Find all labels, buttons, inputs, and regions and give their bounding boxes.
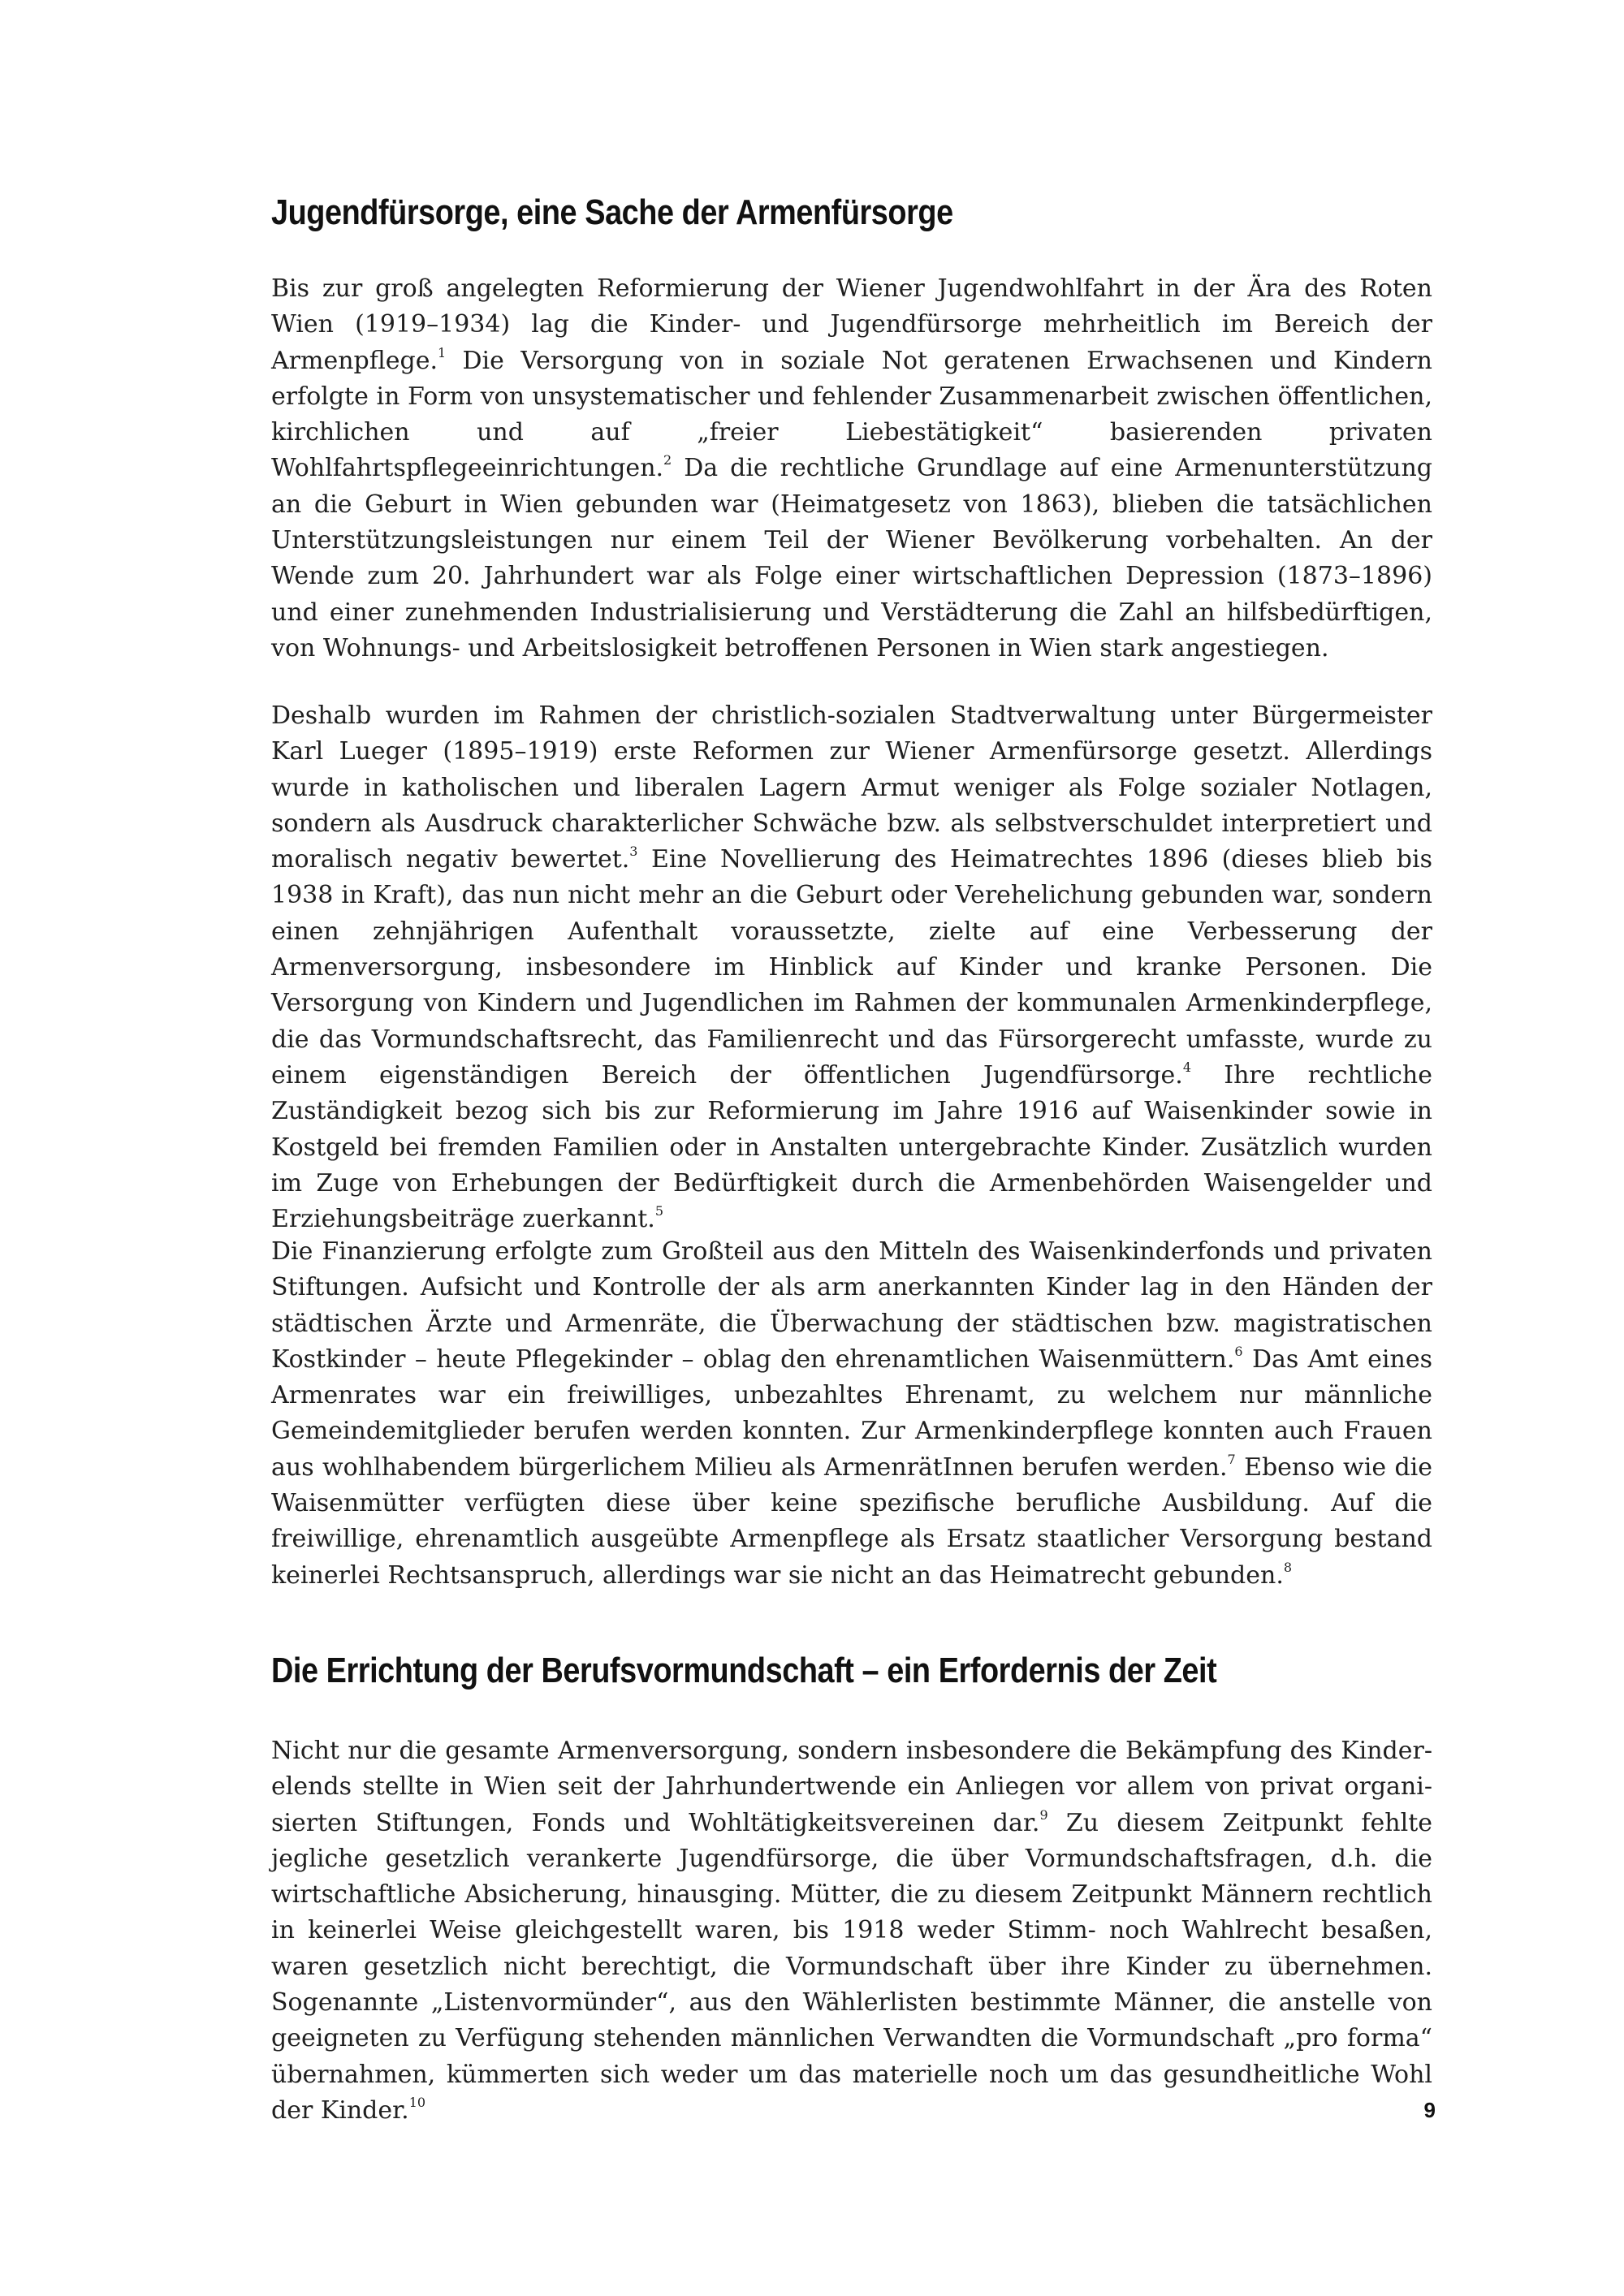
footnote-ref: 1 <box>438 344 447 360</box>
paragraph <box>271 698 1432 1237</box>
paragraph <box>271 1234 1432 1594</box>
paragraph-text: Das Amt eines Armenrates war ein freiwilliges, unbezahltes Ehrenamt, zu welchem nur männliche Gemeindemitglieder berufen werden konnten. Zur Armenkinderpflege konnten auch Frauen aus wohlhabendem bürgerlichem Milieu als ArmenrätInnen berufen werden. <box>271 1344 1432 1482</box>
footnote-ref: 2 <box>663 452 672 468</box>
footnote-ref: 4 <box>1182 1059 1192 1075</box>
paragraph-text: Ebenso wie die Waisenmütter verfügten diese über keine spezifische berufliche Ausbildung. Auf die freiwillige, ehrenamtlich ausgeübte Armenpflege als Ersatz staatlicher Versorgung bestand keinerlei Rechtsanspruch, allerdings war sie nicht an das Heimatrecht gebunden. <box>271 1452 1432 1590</box>
footnote-ref: 5 <box>654 1203 663 1219</box>
paragraph <box>271 1733 1432 2129</box>
paragraph-text: Bis zur groß angelegten Reformierung der Wiener Jugendwohlfahrt in der Ära des Roten Wien (1919–1934) lag die Kinder- und Jugendfürsorge mehrheitlich im Bereich der Armenpflege. <box>271 274 1432 375</box>
paragraph-text: Deshalb wurden im Rahmen der christlich-sozialen Stadtverwaltung unter Bürgermeister Karl Lueger (1895–1919) erste Reformen zur Wiener Armenfürsorge gesetzt. Allerdings wurde in katholischen und liberalen Lagern Armut weniger als Folge sozialer Notlagen, sondern als Ausdruck charakterlicher Schwäche bzw. als selbstverschuldet interpretiert und moralisch negativ bewertet. <box>271 701 1432 874</box>
section-heading-1: Jugendfürsorge, eine Sache der Armenfürsorge <box>271 192 953 232</box>
footnote-ref: 8 <box>1283 1559 1293 1575</box>
paragraph-text: Die Finanzierung erfolgte zum Großteil aus den Mitteln des Waisenkinderfonds und privaten Stiftungen. Aufsicht und Kontrolle der als arm anerkannten Kinder lag in den Händen der städtischen Ärzte und Armenräte, die Überwachung der städtischen bzw. magistratischen Kostkinder – heute Pflegekinder – oblag den ehrenamtlichen Waisenmüttern. <box>271 1237 1432 1374</box>
footnote-ref: 3 <box>629 844 638 860</box>
paragraph-text: Ihre rechtliche Zuständigkeit bezog sich bis zur Reformierung im Jahre 1916 auf Waisenkinder sowie in Kostgeld bei fremden Familien oder in Anstalten untergebrachte Kinder. Zusätzlich wurden im Zuge von Erhebungen der Bedürftigkeit durch die Armenbehörden Waisengelder und Erziehungsbeiträge zuerkannt. <box>271 1060 1433 1234</box>
paragraph <box>271 271 1432 667</box>
footnote-ref: 10 <box>408 2094 426 2110</box>
paragraph-text: Die Versorgung von in soziale Not geratenen Erwachsenen und Kindern erfolgte in Form von unsystematischer und fehlender Zusammenarbeit zwischen öffentlichen, kirchlichen und auf „freier Liebestätigkeit“ basierenden privaten Wohlfahrtspflegeeinrichtungen. <box>271 346 1432 483</box>
paragraph-text: Nicht nur die gesamte Armenversorgung, sondern insbesondere die Bekämpfung des Kinderelends stellte in Wien seit der Jahrhundertwende ein Anliegen vor allem von privat organisierten Stiftungen, Fonds und Wohltätigkeitsvereinen dar. <box>271 1737 1432 1837</box>
section-heading-2: Die Errichtung der Berufsvormundschaft – ein Erfordernis der Zeit <box>271 1651 1217 1690</box>
page-number: 9 <box>1423 2098 1436 2122</box>
paragraph-text: Da die rechtliche Grundlage auf eine Armenunterstützung an die Geburt in Wien gebunden war (Heimatgesetz von 1863), blieben die tatsächlichen Unterstützungsleistungen nur einem Teil der Wiener Bevölkerung vorbehalten. An der Wende zum 20. Jahrhundert war als Folge einer wirtschaftlichen Depression (1873–1896) und einer zunehmenden Industrialisierung und Verstädterung die Zahl an hilfsbedürftigen, von Wohnungs- und Arbeitslosigkeit betroffenen Personen in Wien stark angestiegen. <box>271 454 1432 662</box>
footnote-ref: 9 <box>1039 1806 1048 1823</box>
footnote-ref: 6 <box>1234 1343 1243 1359</box>
paragraph-text: Eine Novellierung des Heimatrechtes 1896 (dieses blieb bis 1938 in Kraft), das nun nicht mehr an die Geburt oder Verehelichung gebunden war, sondern einen zehnjährigen Aufenthalt voraussetzte, zielte auf eine Verbesserung der Armenversorgung, insbesondere im Hinblick auf Kinder und kranke Personen. Die Versorgung von Kindern und Jugendlichen im Rahmen der kommunalen Armenkinderpflege, die das Vormundschaftsrecht, das Familienrecht und das Fürsorgerecht umfasste, wurde zu einem eigenständigen Bereich der öffentlichen Jugendfürsorge. <box>271 845 1432 1090</box>
paragraph-text: Zu diesem Zeitpunkt fehlte jegliche gesetzlich verankerte Jugendfürsorge, die über Vormundschaftsfragen, d.h. die wirtschaftliche Absicherung, hinausging. Mütter, die zu diesem Zeitpunkt Männern rechtlich in keinerlei Weise gleichgestellt waren, bis 1918 weder Stimm- noch Wahlrecht besaßen, waren gesetzlich nicht berechtigt, die Vormundschaft über ihre Kinder zu übernehmen. Sogenannte „Listenvormünder“, aus den Wählerlisten bestimmte Männer, die anstelle von geeigneten zu Verfügung stehenden männlichen Verwandten die Vormundschaft „pro forma“ übernahmen, kümmerten sich weder um das materielle noch um das gesundheitliche Wohl der Kinder. <box>271 1808 1433 2125</box>
footnote-ref: 7 <box>1227 1451 1236 1467</box>
